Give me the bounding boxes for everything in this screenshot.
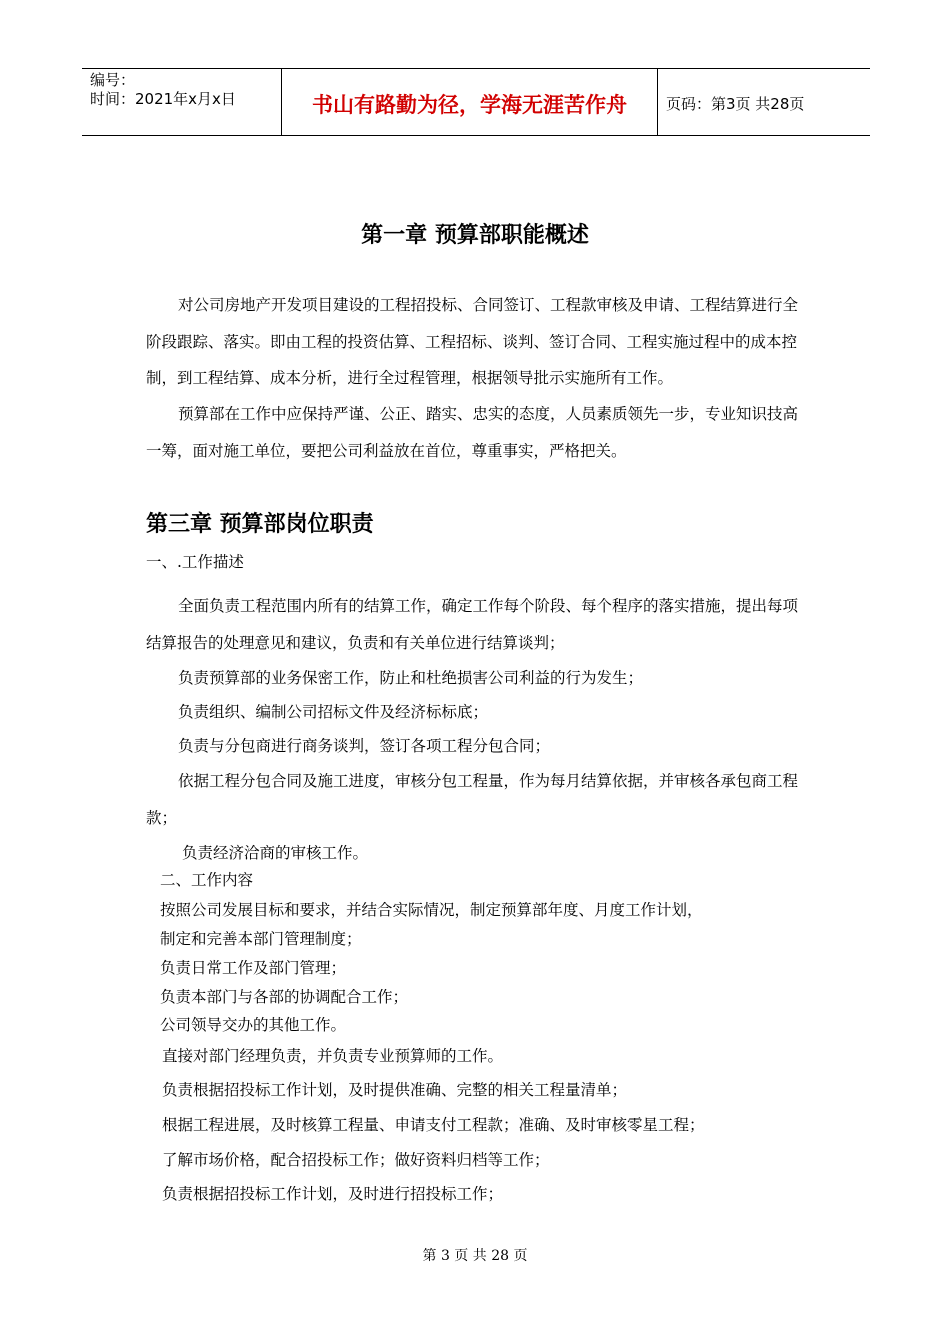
section3-item-2: 负责根据招投标工作计划，及时提供准确、完整的相关工程量清单； bbox=[162, 1081, 628, 1099]
chapter1-paragraph-2: 预算部在工作中应保持严谨、公正、踏实、忠实的态度，人员素质领先一步，专业知识技高一筹，面对施工单位，要把公司利益放在首位，尊重事实，严格把关。 bbox=[146, 405, 799, 460]
chapter1-title: 第一章 预算部职能概述 bbox=[361, 223, 589, 248]
document-time-label: 时间：2021年x月x日 bbox=[90, 90, 236, 108]
section2-item-3: 负责日常工作及部门管理； bbox=[160, 959, 347, 977]
header-motto: 书山有路勤为径，学海无涯苦作舟 bbox=[282, 69, 658, 135]
chapter3-title: 第三章 预算部岗位职责 bbox=[146, 512, 374, 537]
section3-item-1: 直接对部门经理负责，并负责专业预算师的工作。 bbox=[162, 1047, 504, 1065]
section1-paragraph-3: 负责组织、编制公司招标文件及经济标标底； bbox=[178, 703, 489, 721]
review-line: 负责经济洽商的审核工作。 bbox=[182, 844, 369, 862]
header-page-number: 页码：第3页 共28页 bbox=[666, 94, 805, 113]
section3-item-4: 了解市场价格，配合招投标工作；做好资料归档等工作； bbox=[162, 1151, 550, 1169]
header-meta bbox=[82, 69, 282, 135]
section1-paragraph-2: 负责预算部的业务保密工作，防止和杜绝损害公司利益的行为发生； bbox=[178, 669, 644, 687]
section2-item-5: 公司领导交办的其他工作。 bbox=[160, 1016, 347, 1034]
section2-heading: 二、工作内容 bbox=[160, 871, 254, 889]
document-number-label: 编号： bbox=[90, 71, 136, 89]
section1-paragraph-1: 全面负责工程范围内所有的结算工作，确定工作每个阶段、每个程序的落实措施，提出每项结算报告的处理意见和建议，负责和有关单位进行结算谈判； bbox=[146, 597, 799, 652]
section2-item-1: 按照公司发展目标和要求，并结合实际情况，制定预算部年度、月度工作计划， bbox=[160, 901, 703, 919]
section1-paragraph-4: 负责与分包商进行商务谈判，签订各项工程分包合同； bbox=[178, 737, 551, 755]
section2-item-2: 制定和完善本部门管理制度； bbox=[160, 930, 362, 948]
section1-paragraph-5: 依据工程分包合同及施工进度，审核分包工程量，作为每月结算依据，并审核各承包商工程款； bbox=[146, 772, 799, 827]
page-header bbox=[82, 68, 870, 136]
section3-item-3: 根据工程进展，及时核算工程量、申请支付工程款；准确、及时审核零星工程； bbox=[162, 1116, 705, 1134]
chapter1-paragraph-1: 对公司房地产开发项目建设的工程招投标、合同签订、工程款审核及申请、工程结算进行全阶段跟踪、落实。即由工程的投资估算、工程招标、谈判、签订合同、工程实施过程中的成本控制，到工程结算、成本分析，进行全过程管理，根据领导批示实施所有工作。 bbox=[146, 296, 799, 387]
section1-heading: 一、.工作描述 bbox=[146, 553, 244, 571]
page-footer: 第 3 页 共 28 页 bbox=[422, 1248, 528, 1264]
section2-item-4: 负责本部门与各部的协调配合工作； bbox=[160, 988, 409, 1006]
section3-item-5: 负责根据招投标工作计划，及时进行招投标工作； bbox=[162, 1185, 504, 1203]
